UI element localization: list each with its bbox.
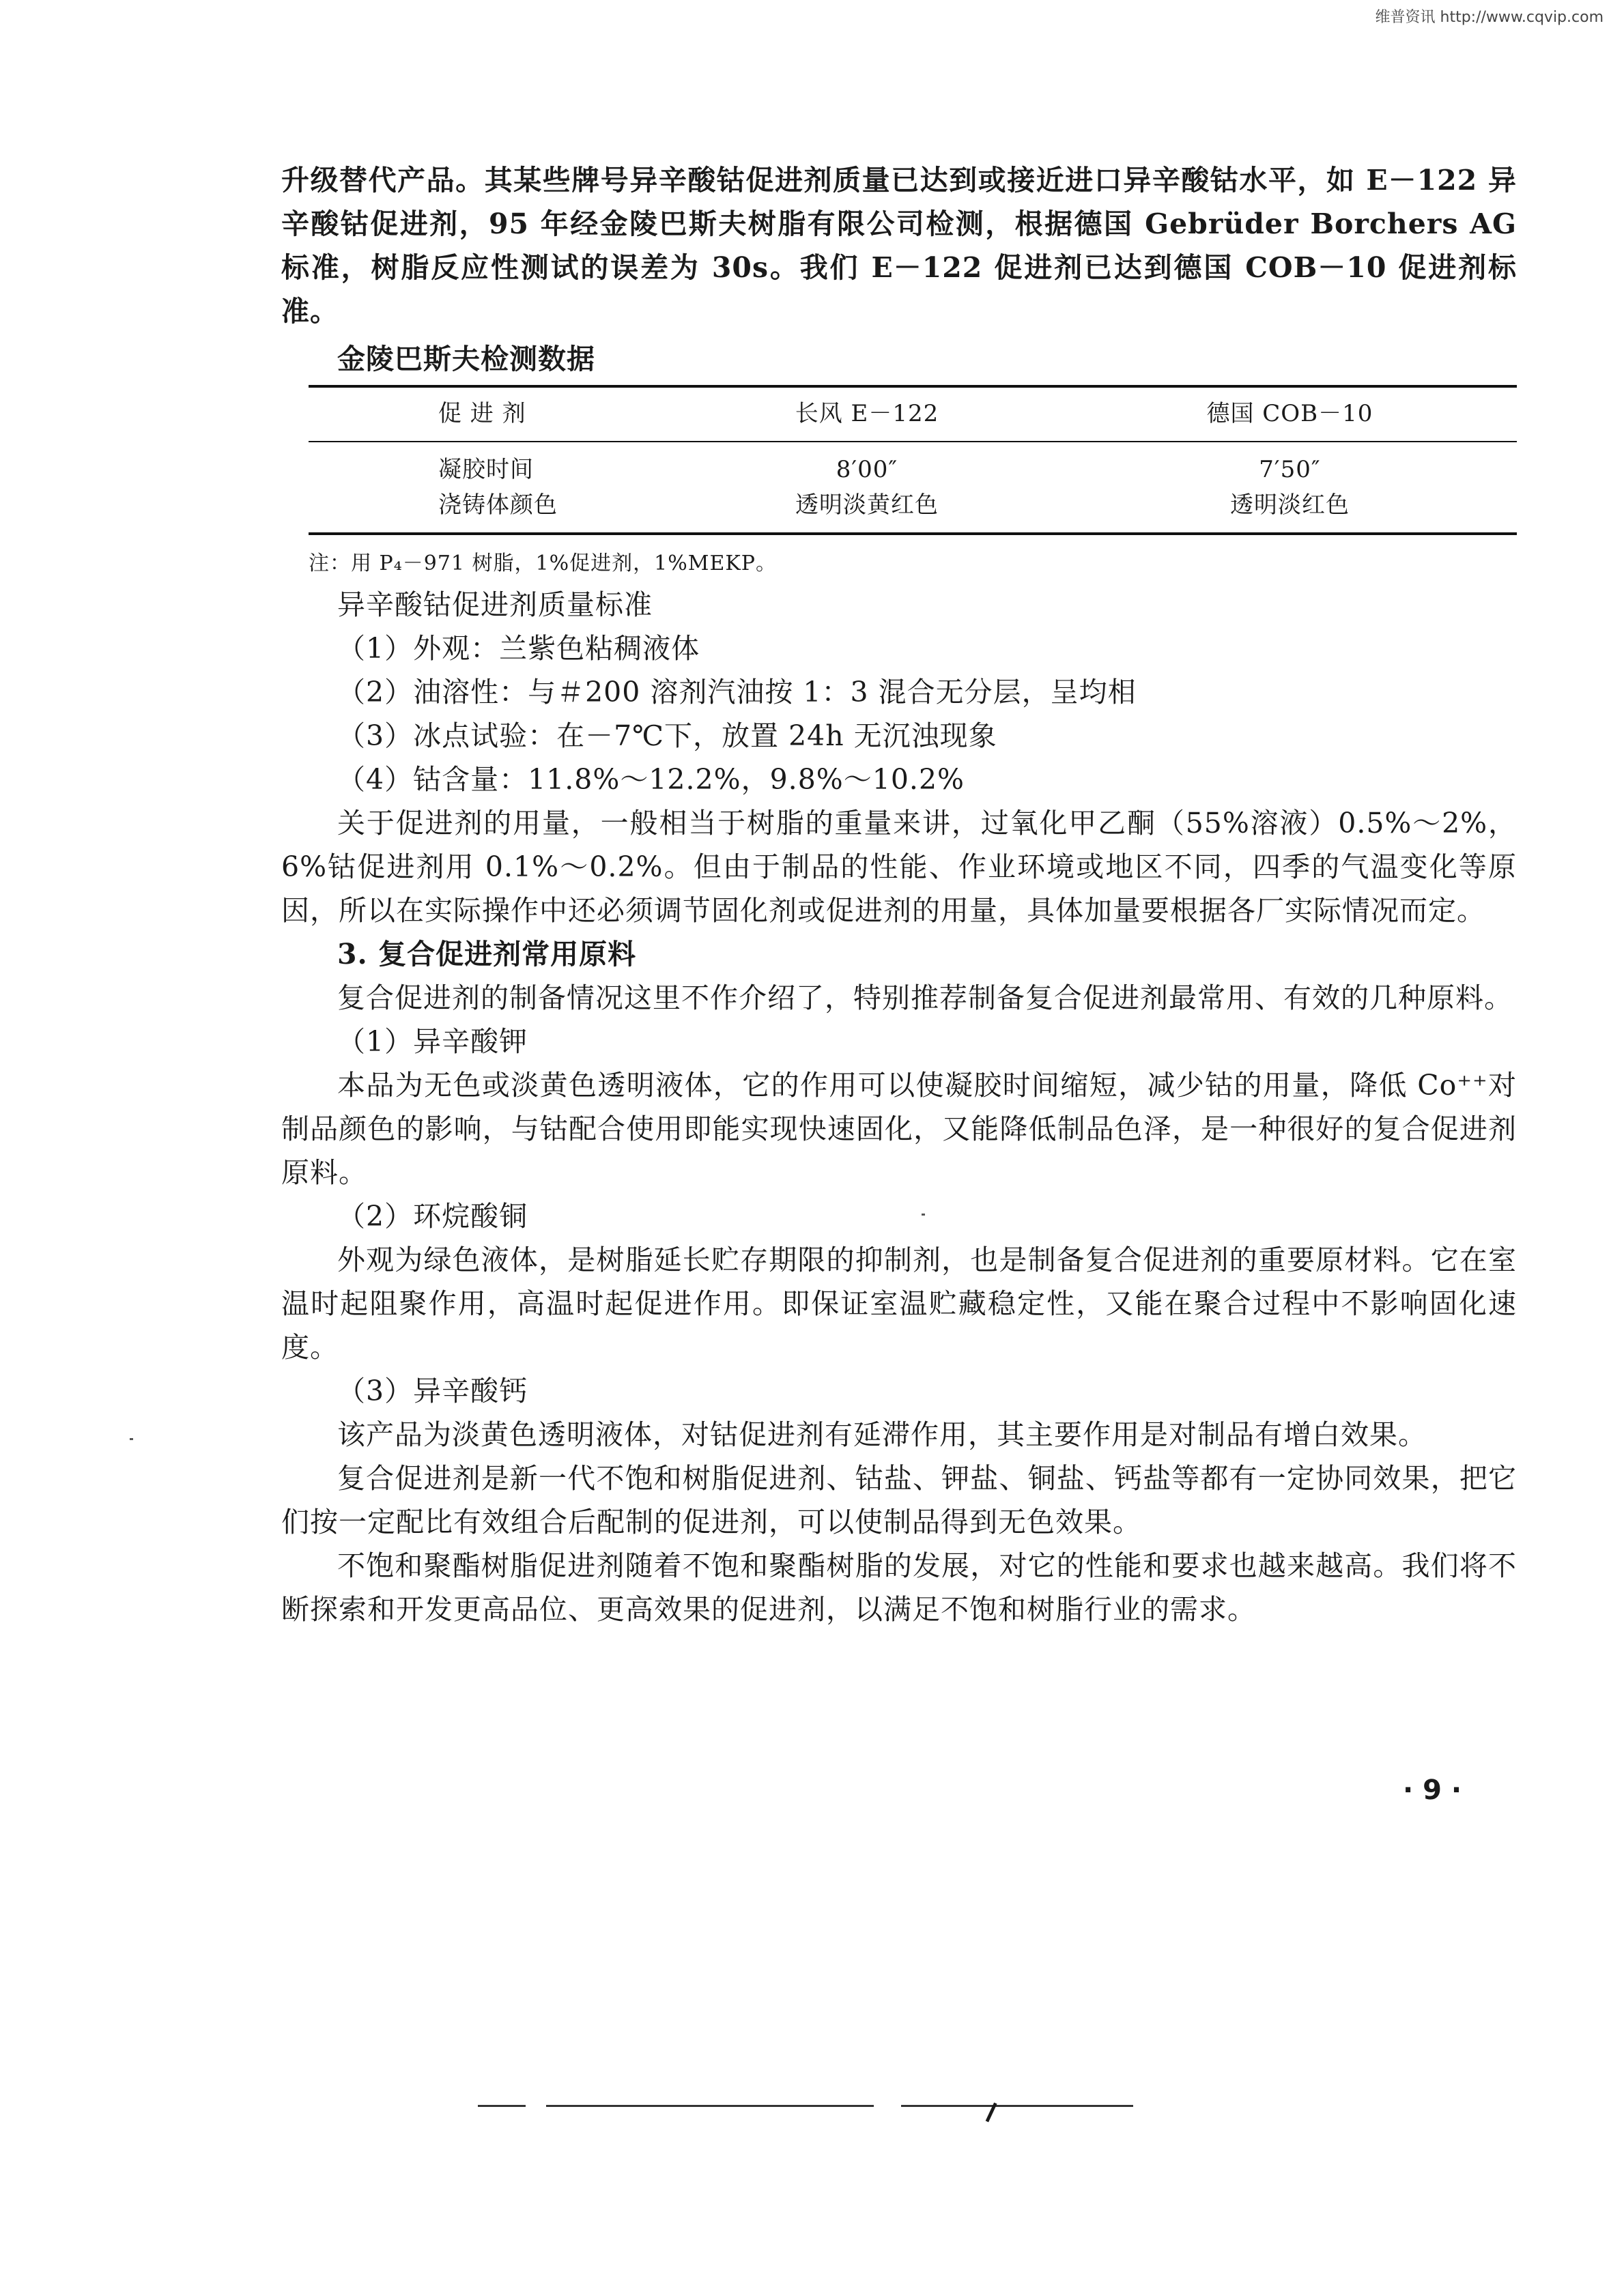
summary-paragraph: 不饱和聚酯树脂促进剂随着不饱和聚酯树脂的发展，对它的性能和要求也越来越高。我们将不断探索和开发更高品位、更高效果的促进剂，以满足不饱和树脂行业的需求。	[281, 1549, 1517, 1626]
item-text: 本品为无色或淡黄色透明液体，它的作用可以使凝胶时间缩短，减少钴的用量，降低 Co⁺⁺对制品颜色的影响，与钴配合使用即能实现快速固化，又能降低制品色泽，是一种很好的复合促进剂原料。	[281, 1069, 1517, 1189]
item-title: （3）异辛酸钙	[337, 1375, 528, 1407]
table-cell: 透明淡黄红色	[795, 491, 939, 519]
item-title: （1）异辛酸钾	[337, 1025, 528, 1058]
table-cell: 透明淡红色	[1229, 491, 1350, 519]
scan-mark: ⸝	[971, 2078, 1006, 2129]
quality-standard-item: （2）油溶性：与＃200 溶剂汽油按 1：3 混合无分层，呈均相	[337, 676, 1137, 708]
section-heading: 3. 复合促进剂常用原料	[337, 938, 637, 971]
summary-paragraph: 复合促进剂是新一代不饱和树脂促进剂、钴盐、钾盐、铜盐、钙盐等都有一定协同效果，把它们按一定配比有效组合后配制的促进剂，可以使制品得到无色效果。	[281, 1462, 1517, 1538]
table-header-cell: 长风 E－122	[795, 400, 939, 427]
quality-standard-item: （1）外观：兰紫色粘稠液体	[337, 632, 700, 665]
table-header-cell: 德国 COB－10	[1206, 400, 1373, 427]
intro-paragraph: 升级替代产品。其某些牌号异辛酸钴促进剂质量已达到或接近进口异辛酸钴水平，如 E－122 异辛酸钴促进剂，95 年经金陵巴斯夫树脂有限公司检测，根据德国 Gebrüder Borchers AG 标准，树脂反应性测试的误差为 30s。我们 E－122 促进剂已达到德国 COB－10 促进剂标准。	[281, 164, 1517, 328]
test-data-table	[309, 385, 1517, 535]
watermark: 维普资讯 http://www.cqvip.com	[1375, 9, 1604, 26]
table-row	[309, 442, 1517, 487]
quality-standard-item: （3）冰点试验：在－7℃下，放置 24h 无沉浊现象	[337, 719, 997, 752]
scan-dot	[130, 1438, 133, 1440]
page-number: · 9 ·	[1403, 1775, 1462, 1806]
section-intro: 复合促进剂的制备情况这里不作介绍了，特别推荐制备复合促进剂最常用、有效的几种原料。	[337, 981, 1513, 1014]
bottom-rule	[478, 2105, 526, 2107]
table-cell: 8′00″	[836, 456, 898, 483]
quality-standard-title: 异辛酸钴促进剂质量标准	[337, 588, 653, 621]
page-content	[281, 158, 1517, 1631]
quality-standard-item: （4）钴含量：11.8%～12.2%，9.8%～10.2%	[337, 763, 965, 796]
table-header-cell: 促 进 剂	[438, 400, 526, 427]
item-title: （2）环烷酸铜	[337, 1200, 528, 1233]
table-cell: 7′50″	[1259, 456, 1321, 483]
table-cell: 凝胶时间	[438, 456, 534, 483]
bottom-rule	[901, 2105, 1133, 2107]
table-header-row	[309, 386, 1517, 442]
scan-dot	[922, 1214, 925, 1216]
table-caption: 金陵巴斯夫检测数据	[337, 343, 595, 375]
item-text: 外观为绿色液体，是树脂延长贮存期限的抑制剂，也是制备复合促进剂的重要原材料。它在室温时起阻聚作用，高温时起促进作用。即保证室温贮藏稳定性，又能在聚合过程中不影响固化速度。	[281, 1244, 1517, 1364]
bottom-rule	[546, 2105, 874, 2107]
item-text: 该产品为淡黄色透明液体，对钴促进剂有延滞作用，其主要作用是对制品有增白效果。	[337, 1418, 1427, 1451]
table-row	[309, 487, 1517, 534]
table-cell: 浇铸体颜色	[438, 491, 558, 519]
dosage-paragraph: 关于促进剂的用量，一般相当于树脂的重量来讲，过氧化甲乙酮（55%溶液）0.5%～2%，6%钴促进剂用 0.1%～0.2%。但由于制品的性能、作业环境或地区不同，四季的气温变化等原因，所以在实际操作中还必须调节固化剂或促进剂的用量，具体加量要根据各厂实际情况而定。	[281, 807, 1517, 927]
table-note: 注：用 P₄－971 树脂，1%促进剂，1%MEKP。	[309, 551, 777, 575]
